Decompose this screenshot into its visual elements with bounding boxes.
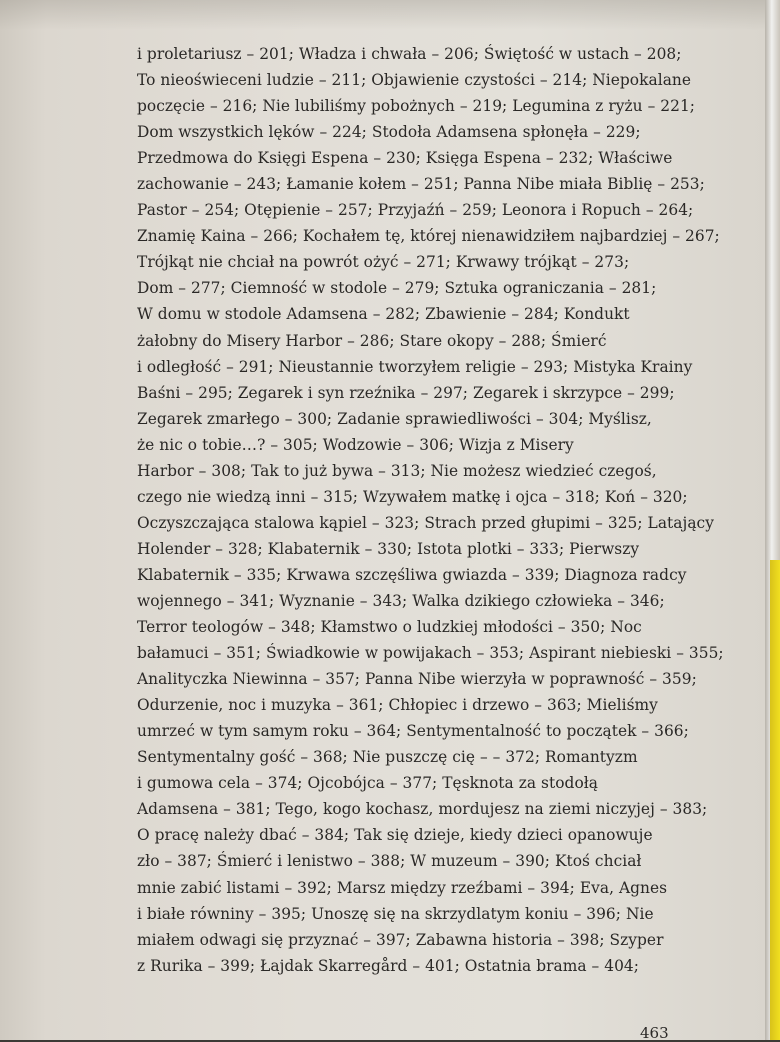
text-line: Oczyszczająca stalowa kąpiel – 323; Strach przed głupimi – 325; Latający [137, 513, 714, 532]
text-line: Odurzenie, noc i muzyka – 361; Chłopiec i drzewo – 363; Mieliśmy [137, 696, 658, 715]
text-line: miałem odwagi się przyznać – 397; Zabawna historia – 398; Szyper [137, 930, 664, 949]
page-shadow [0, 0, 765, 30]
text-line: Znamię Kaina – 266; Kochałem tę, której nienawidziłem najbardziej – 267; [137, 227, 720, 246]
text-line: Adamsena – 381; Tego, kogo kochasz, mordujesz na ziemi niczyjej – 383; [137, 800, 708, 819]
text-line: Analityczka Niewinna – 357; Panna Nibe wierzyła w poprawność – 359; [137, 670, 697, 689]
text-line: Klabaternik – 335; Krwawa szczęśliwa gwiazda – 339; Diagnoza radcy [137, 565, 687, 584]
text-line: To nieoświeceni ludzie – 211; Objawienie czystości – 214; Niepokalane [137, 71, 692, 90]
table-of-contents-text [137, 41, 724, 979]
text-line: i gumowa cela – 374; Ojcobójca – 377; Tęsknota za stodołą [137, 774, 599, 793]
text-line: W domu w stodole Adamsena – 282; Zbawienie – 284; Kondukt [137, 305, 630, 324]
text-line: wojennego – 341; Wyznanie – 343; Walka dzikiego człowieka – 346; [137, 591, 665, 610]
text-line: O pracę należy dbać – 384; Tak się dzieje, kiedy dzieci opanowuje [137, 826, 653, 845]
text-line: Pastor – 254; Otępienie – 257; Przyjaźń – 259; Leonora i Ropuch – 264; [137, 201, 694, 220]
text-line: zachowanie – 243; Łamanie kołem – 251; Panna Nibe miała Biblię – 253; [137, 175, 705, 194]
text-line: Terror teologów – 348; Kłamstwo o ludzkiej młodości – 350; Noc [137, 618, 642, 637]
page-number: 463 [640, 1024, 669, 1042]
text-line: Przedmowa do Księgi Espena – 230; Księga Espena – 232; Właściwe [137, 149, 673, 168]
text-line: że nic o tobie…? – 305; Wodzowie – 306; Wizja z Misery [137, 435, 574, 454]
text-line: Sentymentalny gość – 368; Nie puszczę cię – – 372; Romantyzm [137, 748, 638, 767]
text-line: zło – 387; Śmierć i lenistwo – 388; W muzeum – 390; Ktoś chciał [137, 852, 642, 871]
text-line: umrzeć w tym samym roku – 364; Sentymentalność to początek – 366; [137, 722, 689, 741]
book-cover-edge [770, 560, 780, 1040]
text-line: z Rurika – 399; Łajdak Skarregård – 401; Ostatnia brama – 404; [137, 956, 640, 975]
text-line: Zegarek zmarłego – 300; Zadanie sprawiedliwości – 304; Myślisz, [137, 409, 652, 428]
text-line: Harbor – 308; Tak to już bywa – 313; Nie możesz wiedzieć czegoś, [137, 461, 657, 480]
text-line: bałamuci – 351; Świadkowie w powijakach – 353; Aspirant niebieski – 355; [137, 644, 724, 663]
text-line: i białe równiny – 395; Unoszę się na skrzydlatym koniu – 396; Nie [137, 904, 654, 923]
text-line: Dom – 277; Ciemność w stodole – 279; Sztuka ograniczania – 281; [137, 279, 657, 298]
text-line: żałobny do Misery Harbor – 286; Stare okopy – 288; Śmierć [137, 331, 607, 350]
text-line: mnie zabić listami – 392; Marsz między rzeźbami – 394; Eva, Agnes [137, 878, 668, 897]
text-line: poczęcie – 216; Nie lubiliśmy pobożnych – 219; Legumina z ryżu – 221; [137, 97, 696, 116]
text-line: czego nie wiedzą inni – 315; Wzywałem matkę i ojca – 318; Koń – 320; [137, 487, 688, 506]
text-line: Holender – 328; Klabaternik – 330; Istota plotki – 333; Pierwszy [137, 539, 640, 558]
text-line: i proletariusz – 201; Władza i chwała – 206; Świętość w ustach – 208; [137, 45, 682, 63]
text-line: i odległość – 291; Nieustannie tworzyłem religie – 293; Mistyka Krainy [137, 357, 693, 376]
text-line: Dom wszystkich lęków – 224; Stodoła Adamsena spłonęła – 229; [137, 123, 641, 142]
text-line: Trójkąt nie chciał na powrót ożyć – 271; Krwawy trójkąt – 273; [137, 253, 630, 272]
text-line: Baśni – 295; Zegarek i syn rzeźnika – 297; Zegarek i skrzypce – 299; [137, 383, 675, 402]
